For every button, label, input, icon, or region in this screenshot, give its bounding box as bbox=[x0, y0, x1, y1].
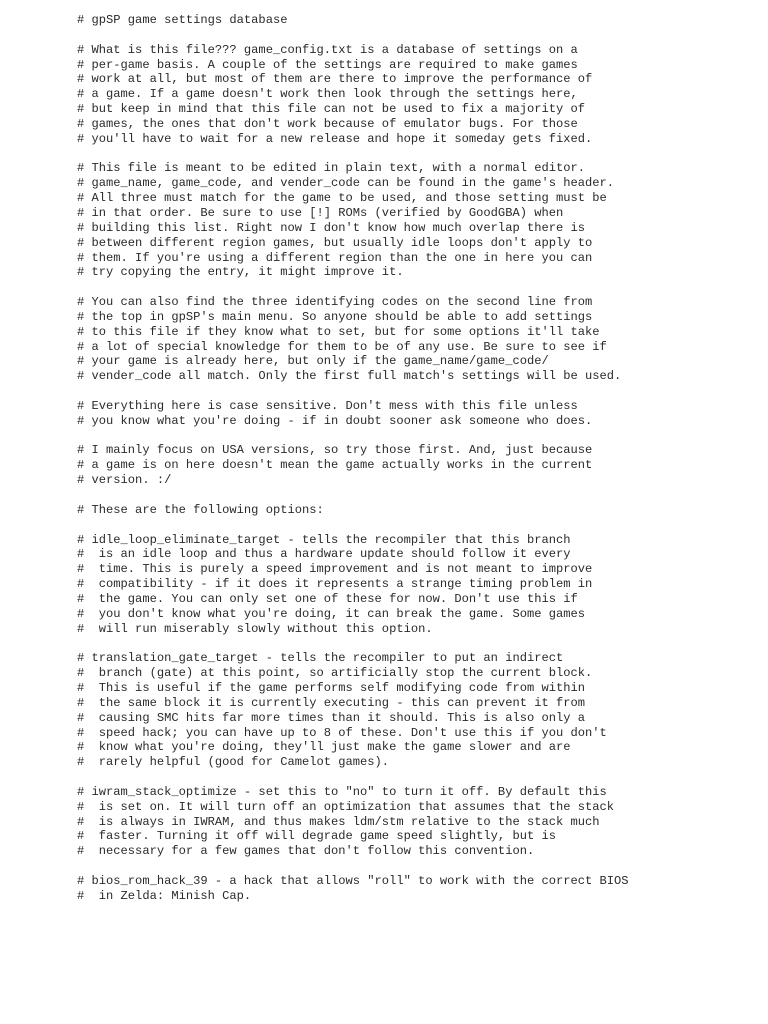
config-file-text bbox=[77, 13, 629, 904]
comment-line: # bios_rom_hack_39 - a hack that allows "roll" to work with the correct BIOS bbox=[77, 873, 629, 888]
comment-line: # I mainly focus on USA versions, so try those first. And, just because bbox=[77, 443, 593, 458]
comment-paragraph bbox=[77, 399, 629, 429]
comment-line: # is always in IWRAM, and thus makes ldm/stm relative to the stack much bbox=[77, 814, 600, 829]
comment-line: # you don't know what you're doing, it can break the game. Some games bbox=[77, 606, 586, 621]
comment-paragraph bbox=[77, 785, 629, 859]
comment-line: # in Zelda: Minish Cap. bbox=[77, 888, 252, 903]
comment-line: # These are the following options: bbox=[77, 502, 324, 517]
comment-paragraph bbox=[77, 651, 629, 770]
comment-line: # is set on. It will turn off an optimization that assumes that the stack bbox=[77, 799, 615, 814]
comment-line: # necessary for a few games that don't follow this convention. bbox=[77, 844, 535, 859]
comment-paragraph bbox=[77, 503, 629, 518]
comment-paragraphs bbox=[77, 43, 629, 904]
comment-line: # idle_loop_eliminate_target - tells the recompiler that this branch bbox=[77, 532, 571, 547]
comment-line: # your game is already here, but only if the game_name/game_code/ bbox=[77, 354, 549, 369]
comment-line: # know what you're doing, they'll just make the game slower and are bbox=[77, 740, 571, 755]
comment-line: # This file is meant to be edited in plain text, with a normal editor. bbox=[77, 161, 586, 176]
comment-paragraph bbox=[77, 43, 629, 147]
comment-line: # version. :/ bbox=[77, 473, 172, 488]
comment-paragraph bbox=[77, 295, 629, 384]
blank-line bbox=[77, 28, 629, 43]
blank-line bbox=[77, 147, 629, 162]
comment-line: # causing SMC hits far more times than it should. This is also only a bbox=[77, 710, 586, 725]
comment-line: # a lot of special knowledge for them to be of any use. Be sure to see if bbox=[77, 339, 607, 354]
comment-line: # the top in gpSP's main menu. So anyone should be able to add settings bbox=[77, 309, 593, 324]
comment-line: # branch (gate) at this point, so artificially stop the current block. bbox=[77, 666, 593, 681]
comment-line: # speed hack; you can have up to 8 of these. Don't use this if you don't bbox=[77, 725, 607, 740]
blank-line bbox=[77, 280, 629, 295]
comment-line: # compatibility - if it does it represents a strange timing problem in bbox=[77, 577, 593, 592]
comment-line: # you know what you're doing - if in doubt sooner ask someone who does. bbox=[77, 413, 593, 428]
comment-paragraph bbox=[77, 533, 629, 637]
blank-line bbox=[77, 488, 629, 503]
blank-line bbox=[77, 770, 629, 785]
blank-line bbox=[77, 384, 629, 399]
comment-line: # is an idle loop and thus a hardware update should follow it every bbox=[77, 547, 571, 562]
comment-line: # building this list. Right now I don't know how much overlap there is bbox=[77, 220, 586, 235]
comment-line: # the game. You can only set one of these for now. Don't use this if bbox=[77, 591, 578, 606]
comment-line: # will run miserably slowly without this option. bbox=[77, 621, 433, 636]
comment-line: # to this file if they know what to set, but for some options it'll take bbox=[77, 324, 600, 339]
blank-line bbox=[77, 518, 629, 533]
comment-line: # All three must match for the game to be used, and those setting must be bbox=[77, 191, 607, 206]
comment-line: # but keep in mind that this file can not be used to fix a majority of bbox=[77, 102, 586, 117]
comment-line: # This is useful if the game performs self modifying code from within bbox=[77, 680, 586, 695]
comment-line: # vender_code all match. Only the first full match's settings will be used. bbox=[77, 369, 622, 384]
comment-line: # the same block it is currently executing - this can prevent it from bbox=[77, 695, 586, 710]
comment-line: # faster. Turning it off will degrade game speed slightly, but is bbox=[77, 829, 556, 844]
comment-line: # iwram_stack_optimize - set this to "no" to turn it off. By default this bbox=[77, 784, 607, 799]
comment-line: # them. If you're using a different region than the one in here you can bbox=[77, 250, 593, 265]
comment-line: # you'll have to wait for a new release and hope it someday gets fixed. bbox=[77, 131, 593, 146]
comment-line: # Everything here is case sensitive. Don't mess with this file unless bbox=[77, 398, 578, 413]
comment-line: # translation_gate_target - tells the recompiler to put an indirect bbox=[77, 651, 564, 666]
comment-line: # You can also find the three identifying codes on the second line from bbox=[77, 295, 593, 310]
comment-line: # What is this file??? game_config.txt is a database of settings on a bbox=[77, 42, 578, 57]
comment-line: # time. This is purely a speed improvement and is not meant to improve bbox=[77, 562, 593, 577]
comment-paragraph bbox=[77, 161, 629, 280]
comment-line: # games, the ones that don't work because of emulator bugs. For those bbox=[77, 116, 578, 131]
comment-line: # work at all, but most of them are there to improve the performance of bbox=[77, 72, 593, 87]
blank-line bbox=[77, 636, 629, 651]
comment-line: # try copying the entry, it might improve it. bbox=[77, 265, 404, 280]
comment-line: # per-game basis. A couple of the settings are required to make games bbox=[77, 57, 578, 72]
blank-line bbox=[77, 859, 629, 874]
blank-line bbox=[77, 429, 629, 444]
comment-line: # game_name, game_code, and vender_code can be found in the game's header. bbox=[77, 176, 615, 191]
comment-line: # in that order. Be sure to use [!] ROMs (verified by GoodGBA) when bbox=[77, 205, 564, 220]
comment-line: # rarely helpful (good for Camelot games). bbox=[77, 755, 390, 770]
comment-line: # between different region games, but usually idle loops don't apply to bbox=[77, 235, 593, 250]
comment-line: # a game is on here doesn't mean the game actually works in the current bbox=[77, 458, 593, 473]
comment-line: # a game. If a game doesn't work then look through the settings here, bbox=[77, 87, 578, 102]
file-title-comment: # gpSP game settings database bbox=[77, 13, 288, 27]
comment-paragraph bbox=[77, 443, 629, 488]
comment-paragraph bbox=[77, 874, 629, 904]
